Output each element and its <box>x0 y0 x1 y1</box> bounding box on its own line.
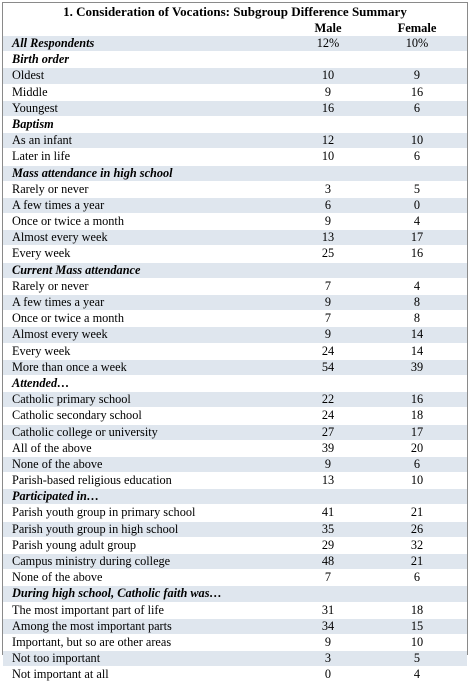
table-row <box>3 278 467 294</box>
header-male: Male <box>314 21 342 35</box>
male-value: 3 <box>324 181 332 196</box>
row-label: Not important at all <box>12 667 109 682</box>
row-label: Catholic college or university <box>12 424 158 439</box>
female-value: 32 <box>410 537 424 552</box>
row-label: Among the most important parts <box>12 618 172 633</box>
male-value: 27 <box>321 424 335 439</box>
row-label: The most important part of life <box>12 602 164 617</box>
male-value: 25 <box>321 246 335 261</box>
female-value <box>367 117 467 132</box>
table-row <box>3 229 467 245</box>
table-row <box>3 553 467 569</box>
row-label: Almost every week <box>12 230 108 245</box>
row-label: Oldest <box>12 68 45 83</box>
male-value: 9 <box>324 214 332 229</box>
female-value: 39 <box>410 359 424 374</box>
row-label: Almost every week <box>12 327 108 342</box>
male-value <box>289 376 367 391</box>
female-value: 4 <box>413 667 421 682</box>
table-row <box>3 343 467 359</box>
row-label: Parish young adult group <box>12 537 136 552</box>
male-value: 48 <box>321 554 335 568</box>
male-value <box>289 489 367 504</box>
female-value: 8 <box>413 311 421 326</box>
row-label: More than once a week <box>12 359 127 374</box>
female-value: 6 <box>413 100 421 115</box>
table-row <box>3 569 467 585</box>
female-value <box>367 166 467 181</box>
table-row <box>3 602 467 618</box>
female-value: 10 <box>410 634 424 649</box>
table-row <box>3 472 467 488</box>
table-row <box>3 650 467 666</box>
table-row <box>3 213 467 229</box>
header-row <box>3 21 467 35</box>
male-value <box>289 263 367 278</box>
male-value <box>289 586 367 601</box>
female-value: 21 <box>410 505 424 520</box>
male-value: 24 <box>321 408 335 423</box>
male-value: 29 <box>321 537 335 552</box>
table-row <box>3 537 467 553</box>
male-value: 10 <box>321 68 335 83</box>
male-value: 24 <box>321 343 335 358</box>
male-value: 12 <box>321 133 335 148</box>
male-value: 9 <box>324 634 332 649</box>
row-label: Youngest <box>12 100 58 115</box>
row-label: Once or twice a month <box>12 311 124 326</box>
row-label: Every week <box>12 343 71 358</box>
section-row <box>3 375 467 391</box>
table-row <box>3 100 467 116</box>
row-label: Rarely or never <box>12 278 89 293</box>
section-row <box>3 165 467 181</box>
male-value: 0 <box>324 667 332 682</box>
male-value: 7 <box>324 570 332 585</box>
section-row <box>3 51 467 67</box>
female-value: 6 <box>413 456 421 471</box>
female-value: 8 <box>413 295 421 309</box>
row-label: Catholic primary school <box>12 392 131 407</box>
row-label: None of the above <box>12 570 103 585</box>
table-row <box>3 440 467 456</box>
header-label-cell <box>3 21 289 35</box>
section-label: Mass attendance in high school <box>12 165 173 180</box>
row-label: Catholic secondary school <box>12 408 142 423</box>
row-label: A few times a year <box>12 197 105 212</box>
table-row <box>3 148 467 164</box>
row-label: Parish youth group in high school <box>12 521 179 536</box>
male-value: 9 <box>324 456 332 471</box>
female-value: 16 <box>410 84 424 99</box>
female-value: 14 <box>410 343 424 358</box>
section-label: All Respondents <box>12 36 95 50</box>
table-row <box>3 181 467 197</box>
table-row <box>3 424 467 440</box>
row-label: Important, but so are other areas <box>12 634 172 649</box>
table-row <box>3 197 467 213</box>
female-value: 4 <box>413 278 421 293</box>
male-value: 7 <box>324 311 332 326</box>
row-label: A few times a year <box>12 295 105 309</box>
female-value: 21 <box>410 554 424 568</box>
female-value: 10 <box>410 473 424 488</box>
table-row <box>3 326 467 342</box>
table-row <box>3 245 467 261</box>
section-label: Participated in… <box>12 489 100 504</box>
female-value: 16 <box>410 246 424 261</box>
table-row <box>3 666 467 682</box>
female-value: 18 <box>410 408 424 423</box>
row-label: As an infant <box>12 133 73 148</box>
female-value: 4 <box>413 214 421 229</box>
table-row <box>3 67 467 83</box>
table-row <box>3 359 467 375</box>
female-value: 18 <box>410 602 424 617</box>
male-value: 35 <box>321 521 335 536</box>
table-body <box>3 35 467 683</box>
female-value: 6 <box>413 570 421 585</box>
row-label: Not too important <box>12 651 101 666</box>
table-row <box>3 310 467 326</box>
female-value: 20 <box>410 440 424 455</box>
row-label: Parish-based religious education <box>12 473 172 488</box>
row-label: Campus ministry during college <box>12 554 171 568</box>
section-label: Birth order <box>12 52 70 67</box>
male-value: 31 <box>321 602 335 617</box>
male-value: 13 <box>321 230 335 245</box>
row-label: Later in life <box>12 149 71 164</box>
female-value: 10 <box>410 133 424 148</box>
section-label: During high school, Catholic faith was… <box>12 586 222 601</box>
male-value <box>289 117 367 132</box>
male-value: 13 <box>321 473 335 488</box>
female-value <box>367 376 467 391</box>
male-value: 6 <box>324 197 332 212</box>
male-value: 10 <box>321 149 335 164</box>
female-value <box>367 263 467 278</box>
female-value: 26 <box>410 521 424 536</box>
section-label: Current Mass attendance <box>12 262 141 277</box>
male-value: 9 <box>324 295 332 309</box>
female-value: 5 <box>413 651 421 666</box>
section-label: Baptism <box>12 116 54 131</box>
table-row <box>3 634 467 650</box>
row-label: Rarely or never <box>12 181 89 196</box>
female-value: 17 <box>410 424 424 439</box>
female-value: 17 <box>410 230 424 245</box>
row-label: Middle <box>12 84 48 99</box>
male-value: 16 <box>321 100 335 115</box>
female-value: 5 <box>413 181 421 196</box>
table-row <box>3 521 467 537</box>
female-value: 0 <box>413 197 421 212</box>
table-row <box>3 132 467 148</box>
row-label: Every week <box>12 246 71 261</box>
male-value: 39 <box>321 440 335 455</box>
summary-table <box>2 2 468 682</box>
male-value: 12% <box>316 36 340 50</box>
table-row <box>3 391 467 407</box>
male-value: 22 <box>321 392 335 407</box>
male-value: 3 <box>324 651 332 666</box>
section-row <box>3 116 467 132</box>
female-value <box>367 586 467 601</box>
row-label: All of the above <box>12 440 92 455</box>
row-label: Once or twice a month <box>12 214 124 229</box>
row-label: Parish youth group in primary school <box>12 505 196 520</box>
female-value: 15 <box>410 618 424 633</box>
female-value <box>367 52 467 67</box>
table-row <box>3 294 467 310</box>
male-value: 41 <box>321 505 335 520</box>
male-value: 34 <box>321 618 335 633</box>
table-row <box>3 618 467 634</box>
male-value <box>289 52 367 67</box>
header-female: Female <box>397 21 437 35</box>
female-value: 16 <box>410 392 424 407</box>
male-value: 7 <box>324 278 332 293</box>
table-row <box>3 504 467 520</box>
female-value <box>367 489 467 504</box>
section-label: Attended… <box>12 375 70 390</box>
male-value: 9 <box>324 84 332 99</box>
female-value: 14 <box>410 327 424 342</box>
table-row <box>3 456 467 472</box>
table-row <box>3 407 467 423</box>
male-value: 9 <box>324 327 332 342</box>
male-value <box>289 166 367 181</box>
row-label: None of the above <box>12 456 103 471</box>
female-value: 6 <box>413 149 421 164</box>
section-row <box>3 262 467 278</box>
section-row <box>3 35 467 51</box>
female-value: 9 <box>413 68 421 83</box>
section-row <box>3 488 467 504</box>
section-row <box>3 585 467 601</box>
table-title: 1. Consideration of Vocations: Subgroup Difference Summary <box>63 4 407 19</box>
male-value: 54 <box>321 359 335 374</box>
table-row <box>3 84 467 100</box>
female-value: 10% <box>405 36 429 50</box>
